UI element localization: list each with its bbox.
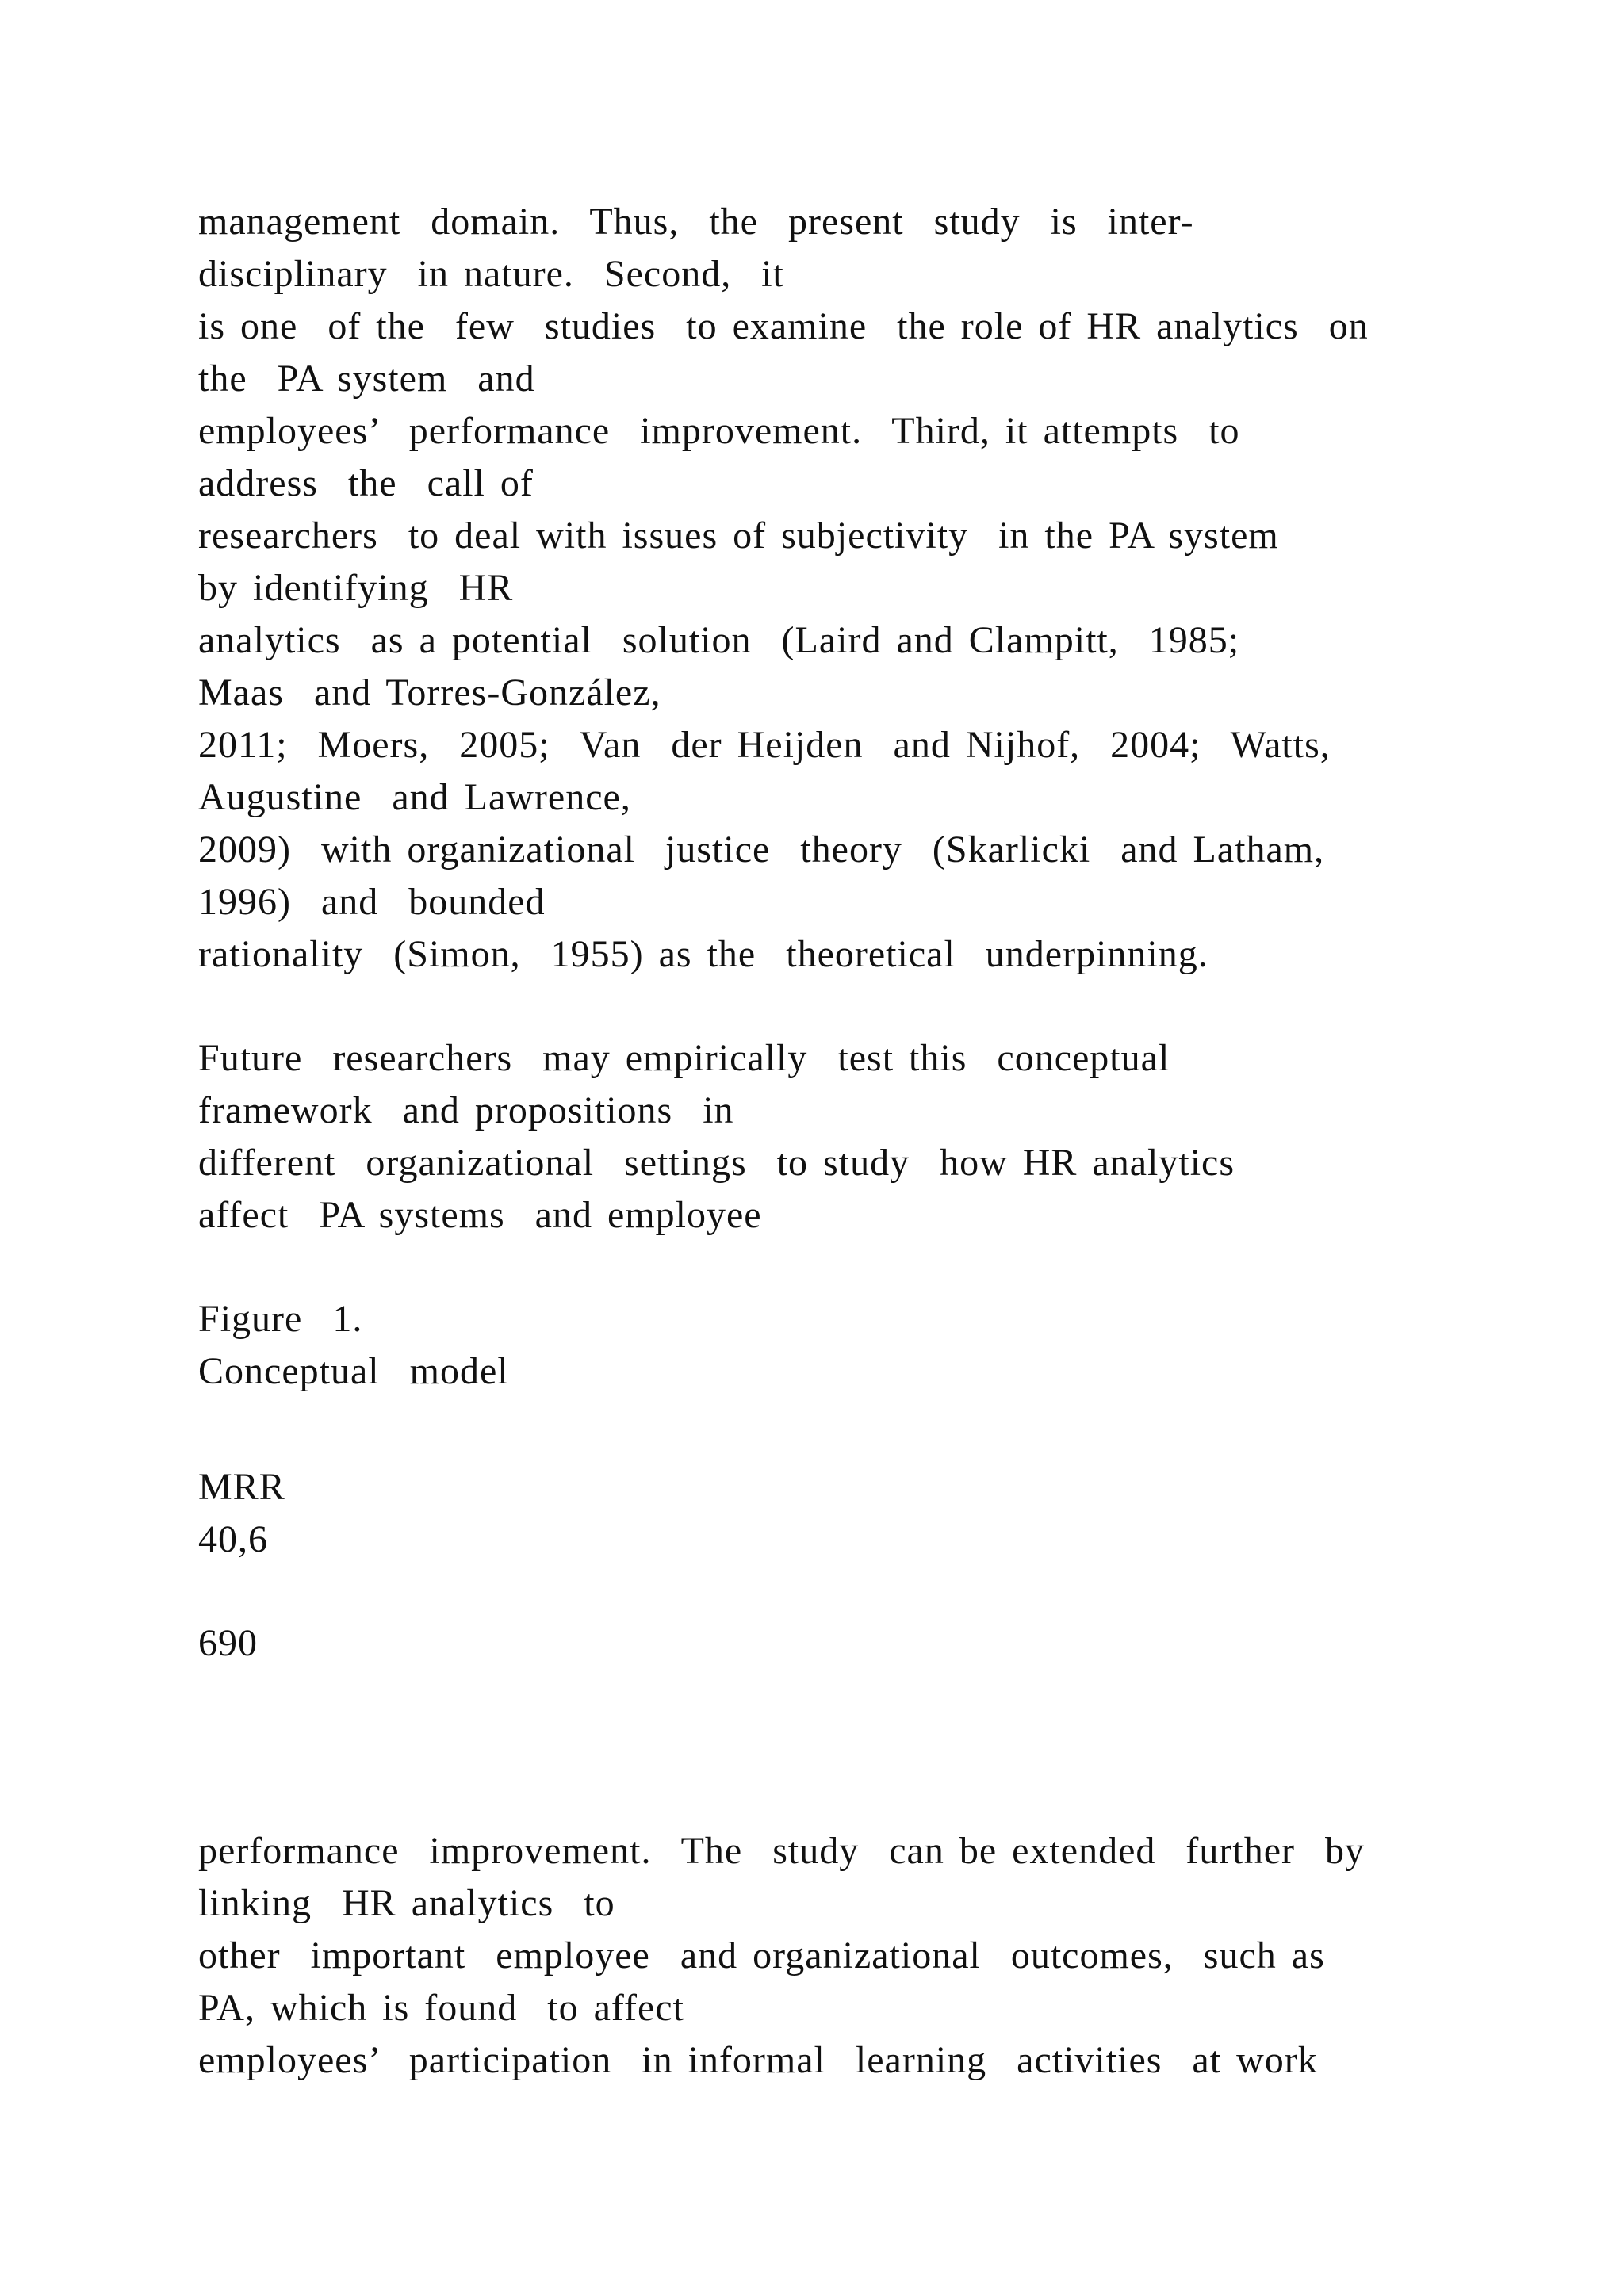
text-line: 2009) with organizational justice theory (Skarlicki and Latham,: [198, 828, 1325, 871]
text-line: other important employee and organizational outcomes, such as: [198, 1934, 1325, 1976]
text-line: is one of the few studies to examine the role of HR analytics on: [198, 305, 1369, 347]
figure-caption: [198, 1293, 1467, 1398]
text-line: employees’ participation in informal learning activities at work: [198, 2039, 1318, 2081]
text-line: researchers to deal with issues of subjectivity in the PA system: [198, 515, 1279, 557]
text-line: Future researchers may empirically test this conceptual: [198, 1037, 1170, 1079]
text-line: management domain. Thus, the present study is inter-: [198, 201, 1194, 243]
page-number: 690: [198, 1622, 258, 1664]
figure-title: Conceptual model: [198, 1350, 509, 1392]
text-line: different organizational settings to study how HR analytics: [198, 1142, 1235, 1184]
text-line: 2011; Moers, 2005; Van der Heijden and Nijhof, 2004; Watts,: [198, 724, 1331, 766]
text-line: by identifying HR: [198, 567, 514, 609]
text-line: employees’ performance improvement. Third, it attempts to: [198, 410, 1240, 452]
text-line: framework and propositions in: [198, 1089, 734, 1131]
text-line: linking HR analytics to: [198, 1882, 615, 1924]
journal-reference: [198, 1461, 1467, 1566]
page-number-block: [198, 1617, 1467, 1670]
text-line: affect PA systems and employee: [198, 1194, 762, 1236]
text-line: Maas and Torres-González,: [198, 672, 661, 714]
text-line: analytics as a potential solution (Laird and Clampitt, 1985;: [198, 619, 1240, 661]
text-line: address the call of: [198, 462, 534, 504]
paragraph-contributions: [198, 196, 1467, 981]
paragraph-future-research: [198, 1032, 1467, 1242]
text-line: rationality (Simon, 1955) as the theoretical underpinning.: [198, 933, 1208, 975]
text-line: the PA system and: [198, 358, 535, 400]
journal-volume: 40,6: [198, 1518, 268, 1560]
paragraph-extension: [198, 1825, 1467, 2087]
text-line: 1996) and bounded: [198, 881, 546, 923]
text-line: performance improvement. The study can be extended further by: [198, 1830, 1365, 1872]
figure-label: Figure 1.: [198, 1298, 363, 1340]
journal-name: MRR: [198, 1466, 285, 1508]
text-line: disciplinary in nature. Second, it: [198, 253, 784, 295]
text-line: Augustine and Lawrence,: [198, 776, 631, 818]
text-line: PA, which is found to affect: [198, 1987, 684, 2029]
